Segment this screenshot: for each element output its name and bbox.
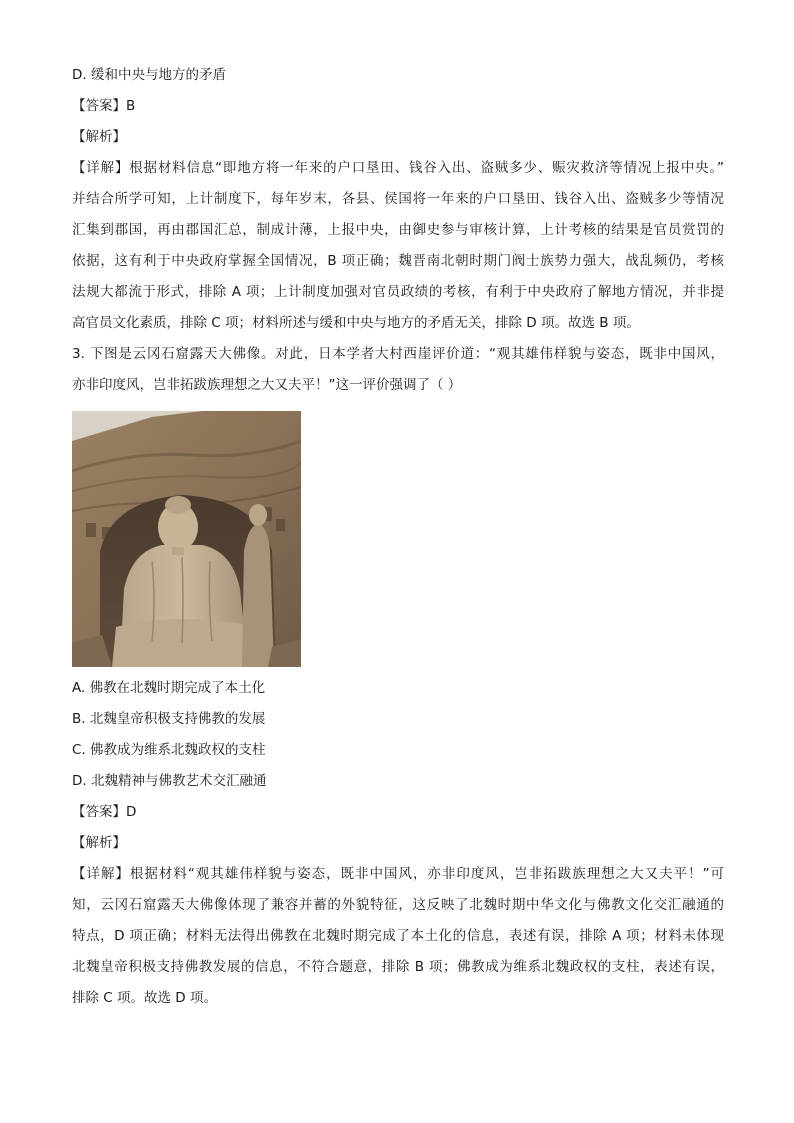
q3-detail-line: 北魏皇帝积极支持佛教发展的信息，不符合题意，排除 B 项；佛教成为维系北魏政权的支柱，表述有误， xyxy=(72,959,724,975)
q2-detail-line: 汇集到郡国，再由郡国汇总，制成计薄，上报中央，由御史参与审核计算，上计考核的结果是官员赏罚的 xyxy=(72,222,724,238)
q3-option-d: D. 北魏精神与佛教艺术交汇融通 xyxy=(72,773,267,789)
q3-option-a: A. 佛教在北魏时期完成了本土化 xyxy=(72,680,266,696)
yungang-buddha-photo xyxy=(72,411,301,667)
q2-detail xyxy=(72,153,724,339)
q3-detail-line: 知，云冈石窟露天大佛像体现了兼容并蓄的外貌特征，这反映了北魏时期中华文化与佛教文化交汇融通的 xyxy=(72,897,724,913)
q3-stem-line: 亦非印度风，岂非拓跋族理想之大又夫平！”这一评价强调了（ ） xyxy=(72,377,462,393)
q2-detail-line: 【详解】根据材料信息“即地方将一年来的户口垦田、钱谷入出、盗贼多少、赈灾救济等情况上报中央。” xyxy=(72,160,724,176)
q2-detail-line: 法规大都流于形式，排除 A 项；上计制度加强对官员政绩的考核，有利于中央政府了解地方情况，并非提 xyxy=(72,284,724,300)
document-page xyxy=(72,60,724,1014)
q2-option-d: D. 缓和中央与地方的矛盾 xyxy=(72,67,226,83)
q3-answer: 【答案】D xyxy=(72,804,137,820)
q2-analysis-label: 【解析】 xyxy=(72,129,126,145)
q3-detail-line: 排除 C 项。故选 D 项。 xyxy=(72,990,217,1006)
q3-stem-line: 3. 下图是云冈石窟露天大佛像。对此，日本学者大村西崖评价道：“观其雄伟样貌与姿态，既非中国风， xyxy=(72,346,724,362)
q3-analysis-label: 【解析】 xyxy=(72,835,126,851)
q2-detail-line: 高官员文化素质，排除 C 项；材料所述与缓和中央与地方的矛盾无关，排除 D 项。故选 B 项。 xyxy=(72,315,640,331)
q3-option-b: B. 北魏皇帝积极支持佛教的发展 xyxy=(72,711,266,727)
q2-detail-line: 并结合所学可知，上计制度下，每年岁末，各县、侯国将一年来的户口垦田、钱谷入出、盗贼多少等情况 xyxy=(72,191,724,207)
q2-answer: 【答案】B xyxy=(72,98,136,114)
q3-stem xyxy=(72,339,724,401)
q3-detail xyxy=(72,859,724,1014)
q3-detail-line: 特点，D 项正确；材料无法得出佛教在北魏时期完成了本土化的信息，表述有误，排除 A 项；材料未体现 xyxy=(72,928,724,944)
q3-option-c: C. 佛教成为维系北魏政权的支柱 xyxy=(72,742,266,758)
q2-detail-line: 依据，这有利于中央政府掌握全国情况，B 项正确；魏晋南北朝时期门阀士族势力强大，战乱频仍，考核 xyxy=(72,253,724,269)
q3-detail-line: 【详解】根据材料“观其雄伟样貌与姿态，既非中国风，亦非印度风，岂非拓跋族理想之大又夫平！”可 xyxy=(72,866,724,882)
